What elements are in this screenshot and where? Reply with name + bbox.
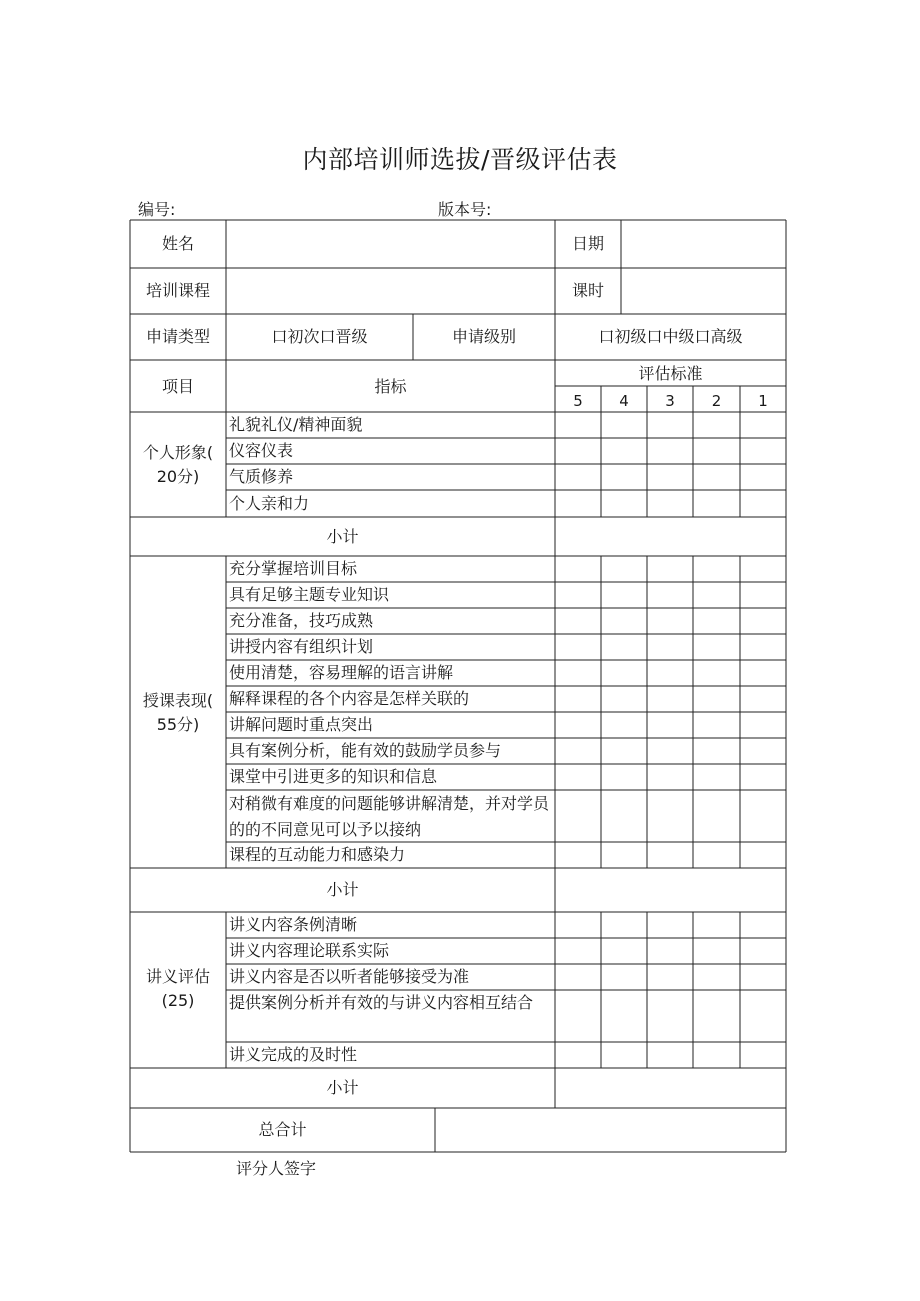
course-label: 培训课程 (145, 281, 210, 300)
grand-total-label: 总合计 (258, 1120, 307, 1139)
version-number-label: 版本号: (438, 200, 492, 219)
date-label: 日期 (571, 234, 604, 253)
indicator-item: 讲义内容理论联系实际 (229, 941, 390, 960)
score-header-2: 2 (711, 392, 722, 410)
section-teaching-points: 55分) (156, 715, 200, 734)
indicator-item: 讲义内容是否以听者能够接受为准 (229, 967, 470, 986)
indicator-item: 充分准备，技巧成熟 (229, 611, 374, 630)
indicator-item: 个人亲和力 (229, 494, 310, 513)
indicator-item: 充分掌握培训目标 (229, 559, 358, 578)
form-title: 内部培训师选拔/晋级评估表 (302, 145, 618, 174)
apply-type-label: 申请类型 (145, 327, 210, 346)
indicator-item: 使用清楚，容易理解的语言讲解 (229, 663, 454, 682)
score-header-4: 4 (619, 392, 629, 410)
indicator-column-header: 指标 (374, 377, 407, 396)
indicator-item: 课堂中引进更多的知识和信息 (229, 767, 438, 786)
serial-number-label: 编号: (138, 200, 176, 219)
section-handout-points: (25) (161, 991, 195, 1010)
score-header-1: 1 (758, 392, 768, 410)
standard-column-header: 评估标准 (638, 364, 703, 383)
item-column-header: 项目 (161, 377, 194, 396)
indicator-item: 课程的互动能力和感染力 (229, 845, 406, 864)
apply-level-label: 申请级别 (451, 327, 516, 346)
indicator-item: 具有案例分析，能有效的鼓励学员参与 (229, 741, 502, 760)
indicator-item: 讲义完成的及时性 (229, 1045, 358, 1064)
subtotal-label: 小计 (326, 880, 359, 899)
indicator-item: 讲解问题时重点突出 (229, 715, 374, 734)
name-label: 姓名 (161, 234, 194, 253)
date-field[interactable] (621, 234, 786, 254)
subtotal-label: 小计 (326, 1078, 359, 1097)
apply-level-options[interactable]: 口初级口中级口高级 (598, 327, 743, 346)
section-personal-image-points: 20分) (156, 467, 200, 486)
section-teaching-name: 授课表现( (142, 691, 214, 710)
indicator-item: 讲授内容有组织计划 (229, 637, 374, 656)
name-field[interactable] (226, 234, 555, 254)
signature-label: 评分人签字 (236, 1159, 317, 1178)
apply-type-options[interactable]: 口初次口晋级 (271, 327, 368, 346)
indicator-item: 对稍微有难度的问题能够讲解清楚，并对学员的的不同意见可以予以接纳 (229, 794, 550, 839)
course-field[interactable] (226, 281, 555, 301)
indicator-item: 具有足够主题专业知识 (229, 585, 390, 604)
indicator-item: 提供案例分析并有效的与讲义内容相互结合 (229, 993, 534, 1012)
indicator-item: 气质修养 (229, 467, 294, 486)
score-header-3: 3 (665, 392, 675, 410)
indicator-item: 讲义内容条例清晰 (229, 915, 358, 934)
indicator-item: 礼貌礼仪/精神面貌 (229, 415, 363, 434)
subtotal-label: 小计 (326, 527, 359, 546)
section-personal-image-name: 个人形象( (142, 443, 214, 462)
score-header-5: 5 (573, 392, 583, 410)
hours-label: 课时 (571, 281, 604, 300)
section-handout-name: 讲义评估 (145, 967, 210, 986)
grand-total-field[interactable] (435, 1120, 786, 1140)
indicator-item: 仪容仪表 (229, 441, 294, 460)
indicator-item: 解释课程的各个内容是怎样关联的 (229, 689, 470, 708)
hours-field[interactable] (621, 281, 786, 301)
